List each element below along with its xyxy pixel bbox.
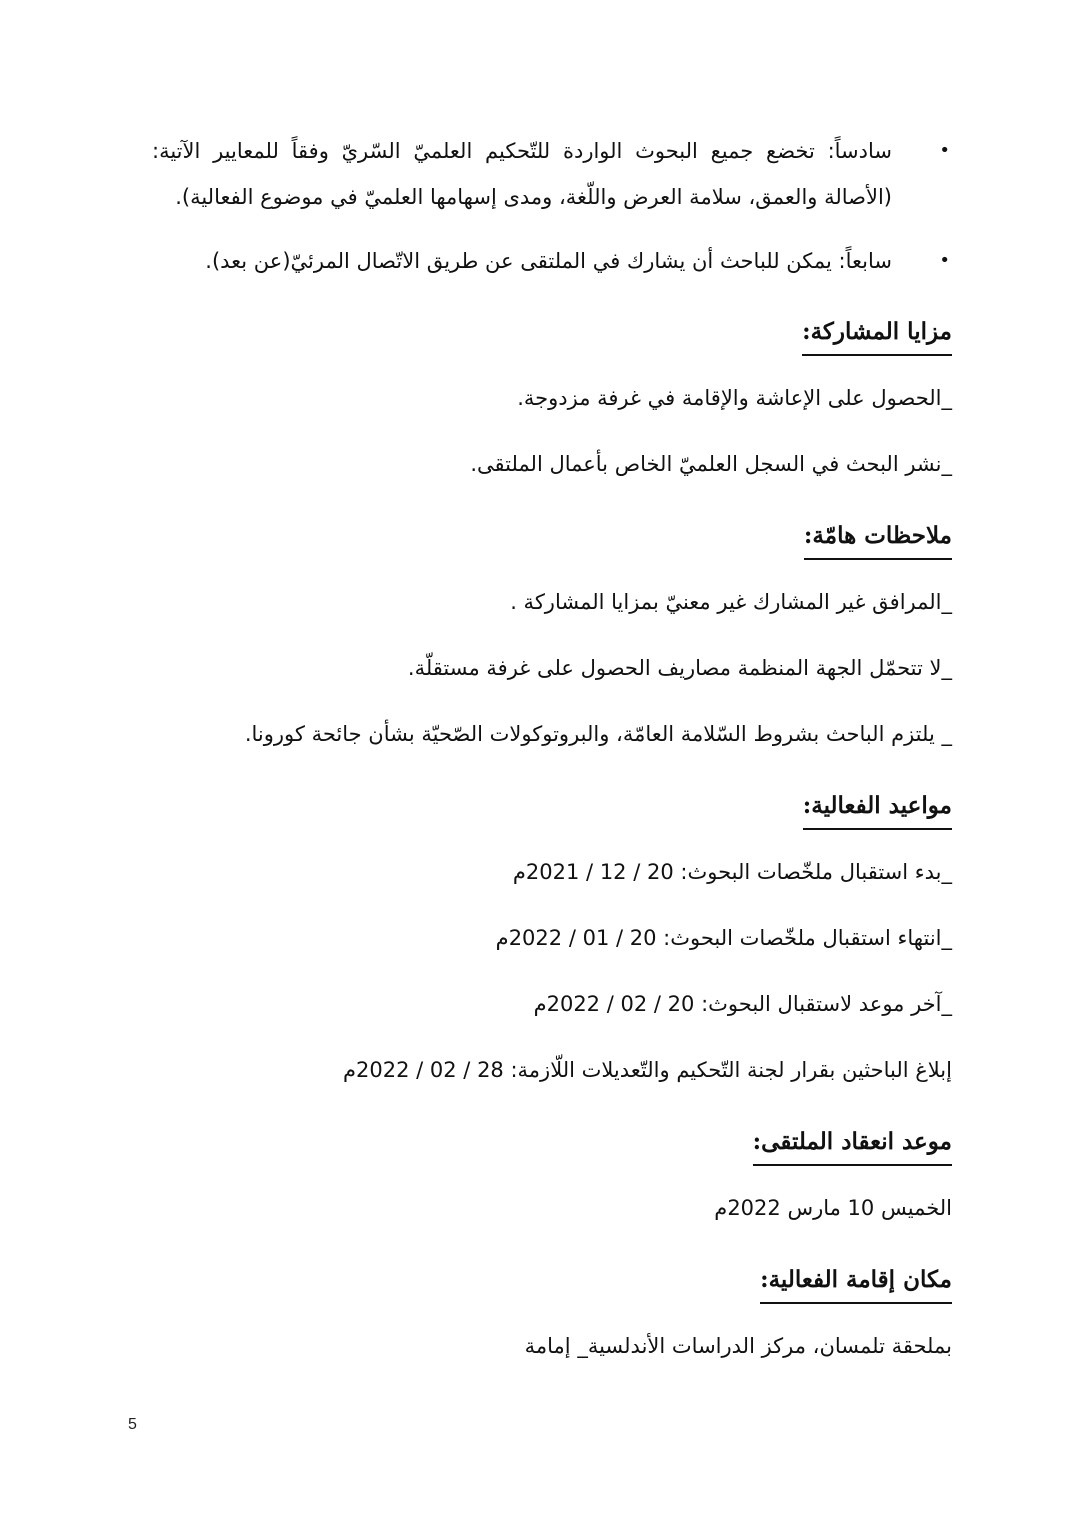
bullet-label: سابعاً:	[838, 249, 892, 273]
bullet-label: سادساً:	[827, 139, 892, 163]
bullet-text: تخضع جميع البحوث الواردة للتّحكيم العلميّ السّريّ وفقاً للمعايير الآتية: (الأصالة والعمق، سلامة العرض واللّغة، ومدى إسهامها العلميّ في موضوع الفعالية).	[152, 139, 892, 209]
date-line: _بدء استقبال ملخّصات البحوث: 20 / 12 / 2021م	[512, 860, 952, 884]
note-line: _ يلتزم الباحث بشروط السّلامة العامّة، والبروتوكولات الصّحيّة بشأن جائحة كورونا.	[244, 722, 952, 746]
section-heading-advantages: مزايا المشاركة:	[802, 314, 952, 356]
bullet-item-sixth	[152, 128, 952, 220]
section-heading-dates: مواعيد الفعالية:	[803, 788, 952, 830]
bullet-item-seventh	[152, 238, 952, 284]
section-heading-venue: مكان إقامة الفعالية:	[760, 1262, 952, 1304]
section-dates	[152, 780, 952, 852]
note-line: _لا تتحمّل الجهة المنظمة مصاريف الحصول على غرفة مستقلّة.	[407, 656, 952, 680]
section-advantages	[152, 306, 952, 378]
section-heading-notes: ملاحظات هامّة:	[804, 518, 952, 560]
page-content	[152, 128, 952, 1392]
section-meeting	[152, 1116, 952, 1188]
date-line: _آخر موعد لاستقبال البحوث: 20 / 02 / 2022م	[533, 992, 952, 1016]
date-line: إبلاغ الباحثين بقرار لجنة التّحكيم والتّعديلات اللّازمة: 28 / 02 / 2022م	[342, 1058, 952, 1082]
section-notes	[152, 510, 952, 582]
note-line: _المرافق غير المشارك غير معنيّ بمزايا المشاركة .	[510, 590, 952, 614]
meeting-date-line: الخميس 10 مارس 2022م	[714, 1196, 952, 1220]
venue-line: بملحقة تلمسان، مركز الدراسات الأندلسية_ إمامة	[524, 1334, 952, 1358]
advantage-line: _نشر البحث في السجل العلميّ الخاص بأعمال الملتقى.	[470, 452, 952, 476]
advantage-line: _الحصول على الإعاشة والإقامة في غرفة مزدوجة.	[517, 386, 952, 410]
section-heading-meeting: موعد انعقاد الملتقى:	[753, 1124, 952, 1166]
bullet-dot: •	[939, 250, 950, 271]
bullet-dot: •	[939, 140, 950, 161]
bullet-text: يمكن للباحث أن يشارك في الملتقى عن طريق الاتّصال المرئيّ(عن بعد).	[205, 249, 839, 273]
page-number: 5	[128, 1416, 137, 1433]
date-line: _انتهاء استقبال ملخّصات البحوث: 20 / 01 / 2022م	[495, 926, 952, 950]
section-venue	[152, 1254, 952, 1326]
